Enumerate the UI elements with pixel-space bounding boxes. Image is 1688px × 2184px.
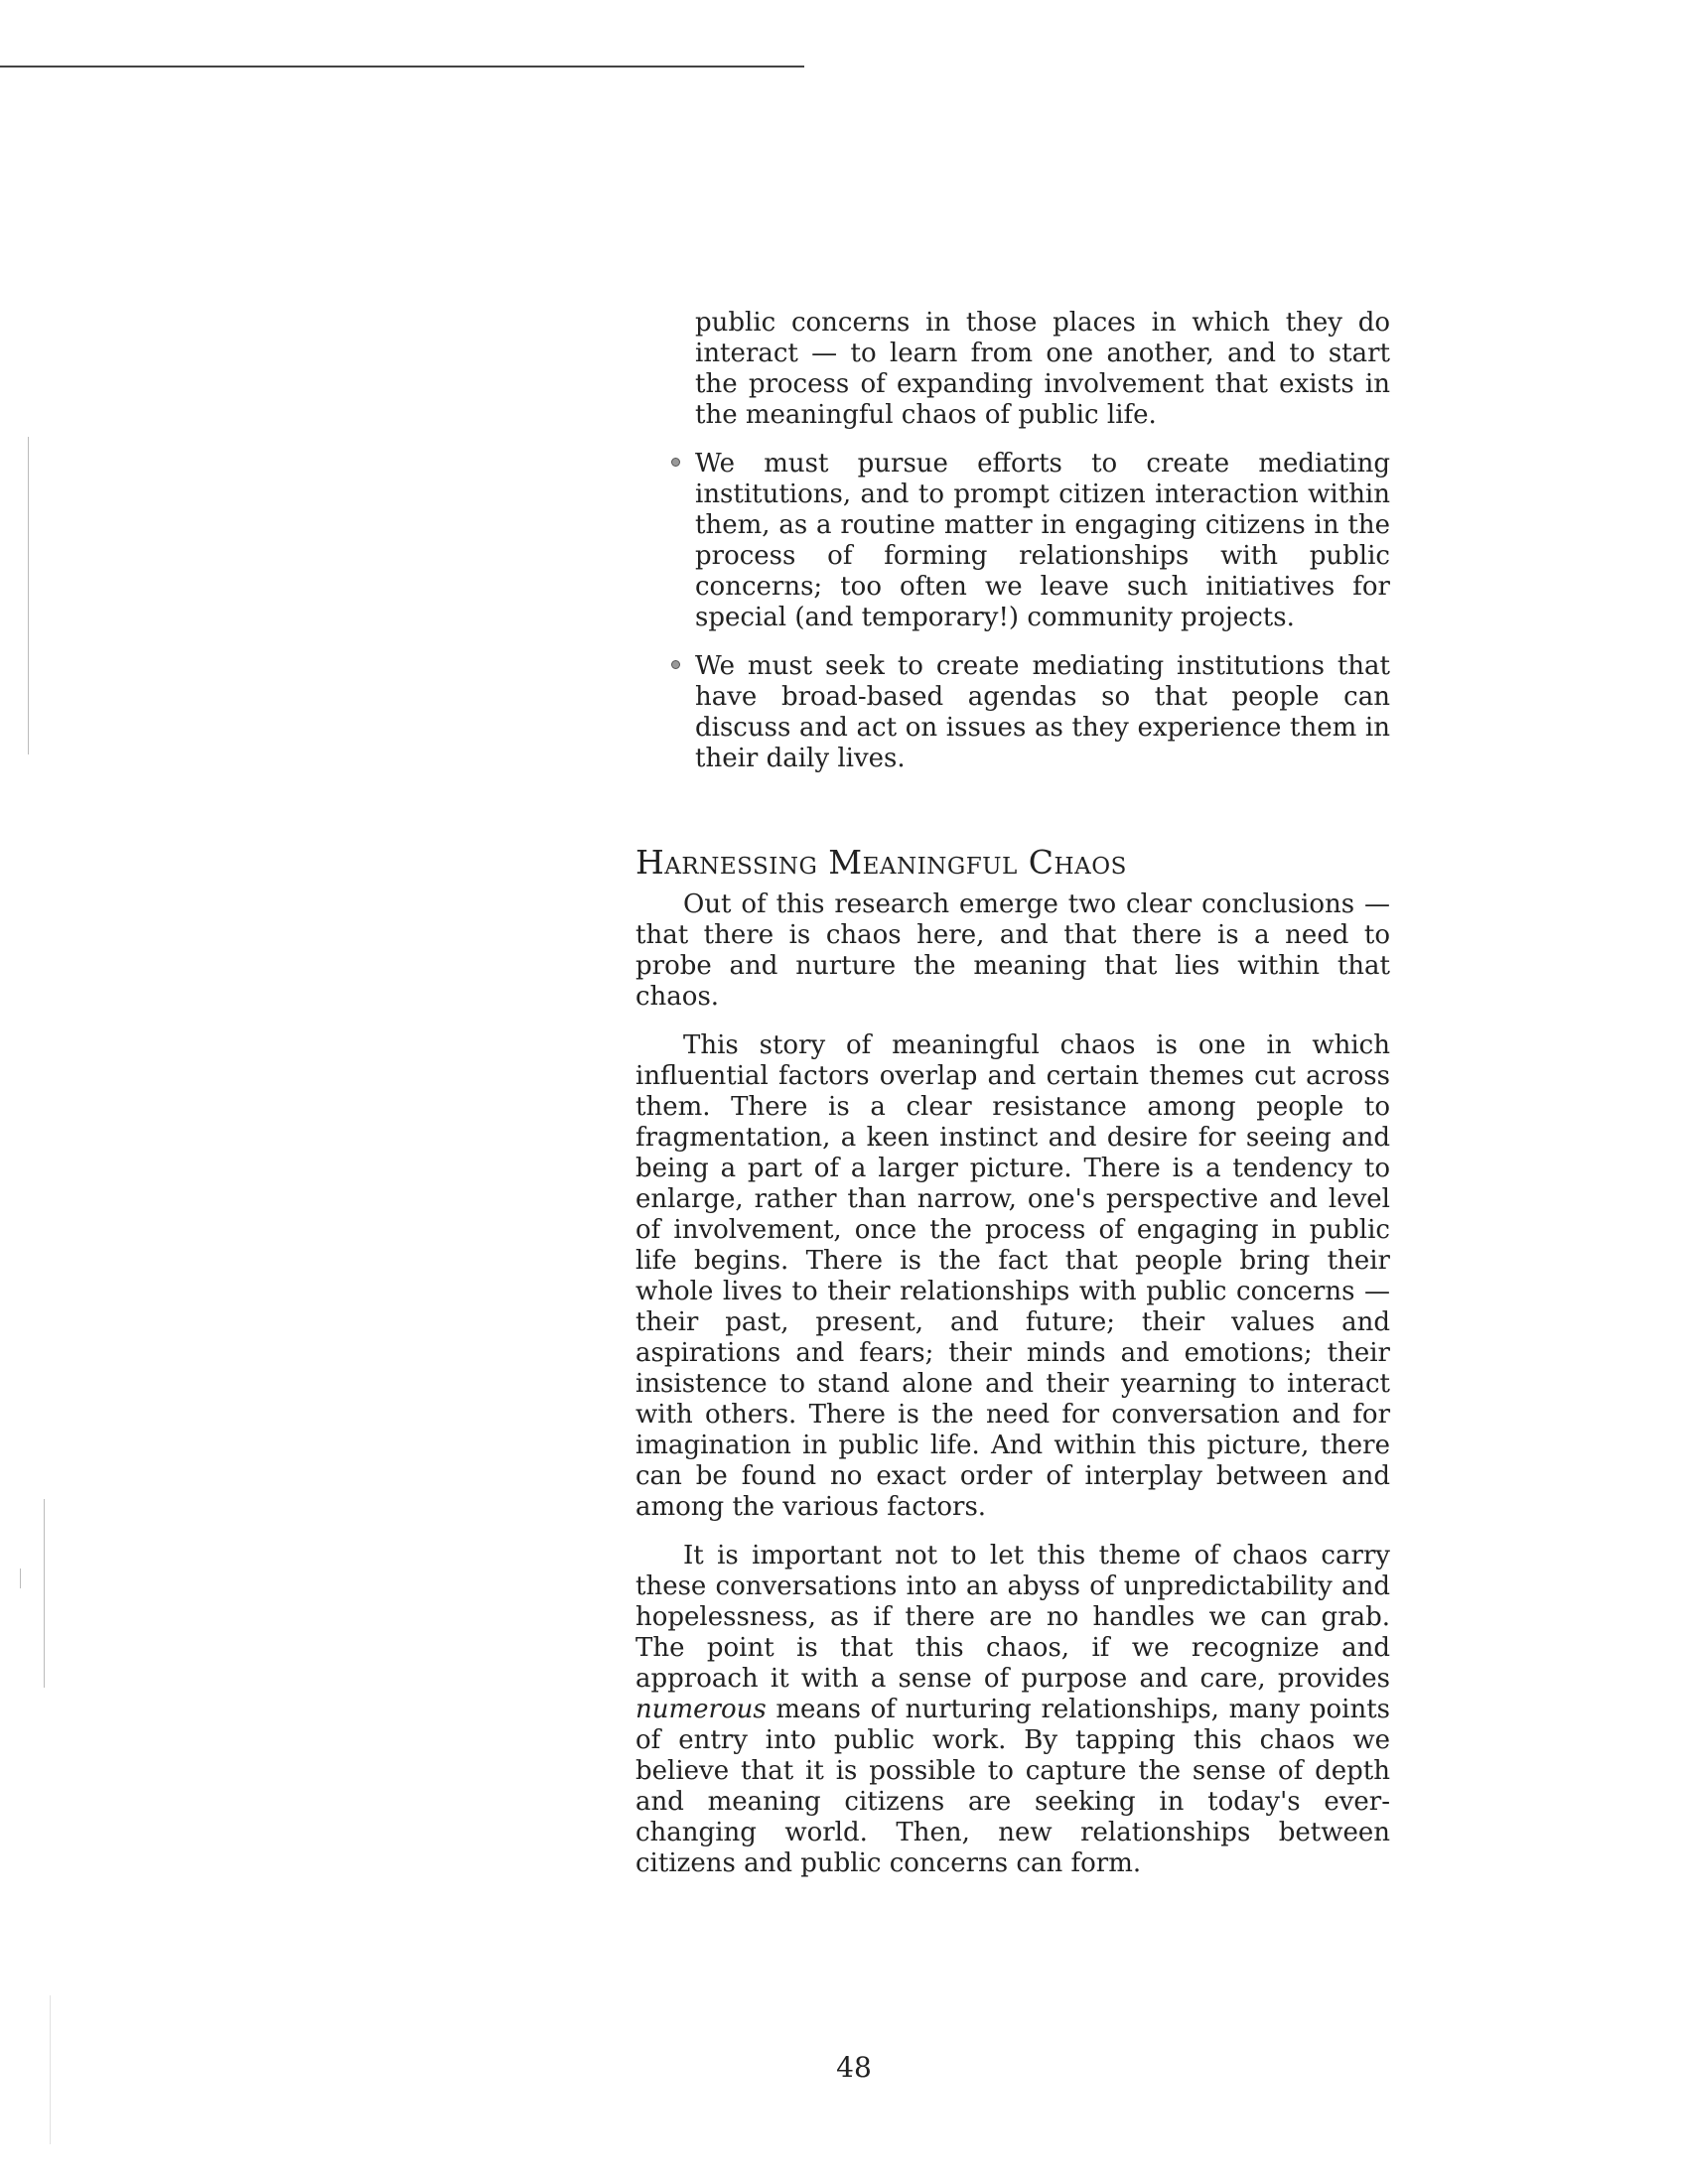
bullet-item bbox=[695, 651, 1390, 774]
page-body bbox=[635, 308, 1390, 1897]
bullet-item bbox=[695, 449, 1390, 633]
emphasized-word: numerous bbox=[635, 1695, 767, 1724]
body-paragraph bbox=[635, 1541, 1390, 1879]
paragraph-text: It is important not to let this theme of chaos carry these conversations into an abyss of unpredictability and hopelessness, as if there are no handles we can grab. The point is that this chaos, if we recognize and approach it with a sense of purpose and care, provides bbox=[635, 1541, 1390, 1694]
paragraph-text: means of nurturing relationships, many points of entry into public work. By tapping this chaos we believe that it is possible to capture the sense of depth and meaning citizens are seeking in today's ever-changing world. Then, new relationships between citizens and public concerns can form. bbox=[635, 1695, 1390, 1878]
page-number: 48 bbox=[836, 2051, 872, 2084]
section-heading: Harnessing Meaningful Chaos bbox=[635, 843, 1127, 882]
scan-margin-mark bbox=[20, 1569, 21, 1588]
scan-margin-mark bbox=[28, 437, 29, 754]
scan-margin-mark bbox=[50, 1995, 51, 2144]
bullet-text: We must pursue efforts to create mediating institutions, and to prompt citizen interaction within them, as a routine matter in engaging citizens in the process of forming relationships with public concerns; too often we leave such initiatives for special (and temporary!) community projects. bbox=[695, 449, 1390, 632]
body-paragraph: Out of this research emerge two clear conclusions — that there is chaos here, and that there is a need to probe and nurture the meaning that lies within that chaos. bbox=[635, 889, 1390, 1012]
bullet-icon bbox=[671, 458, 680, 467]
top-rule bbox=[0, 66, 804, 68]
body-paragraph: This story of meaningful chaos is one in which influential factors overlap and certain themes cut across them. There is a clear resistance among people to fragmentation, a keen instinct and desire for seeing and being a part of a larger picture. There is a tendency to enlarge, rather than narrow, one's perspective and level of involvement, once the process of engaging in public life begins. There is the fact that people bring their whole lives to their relationships with public concerns — their past, present, and future; their values and aspirations and fears; their minds and emotions; their insistence to stand alone and their yearning to interact with others. There is the need for conversation and for imagination in public life. And within this picture, there can be found no exact order of interplay between and among the various factors. bbox=[635, 1030, 1390, 1522]
bullet-text: We must seek to create mediating institutions that have broad-based agendas so that people can discuss and act on issues as they experience them in their daily lives. bbox=[695, 651, 1390, 773]
scan-margin-mark bbox=[44, 1499, 45, 1688]
continuation-paragraph: public concerns in those places in which they do interact — to learn from one another, and to start the process of expanding involvement that exists in the meaningful chaos of public life. bbox=[695, 308, 1390, 430]
bullet-icon bbox=[671, 660, 680, 669]
